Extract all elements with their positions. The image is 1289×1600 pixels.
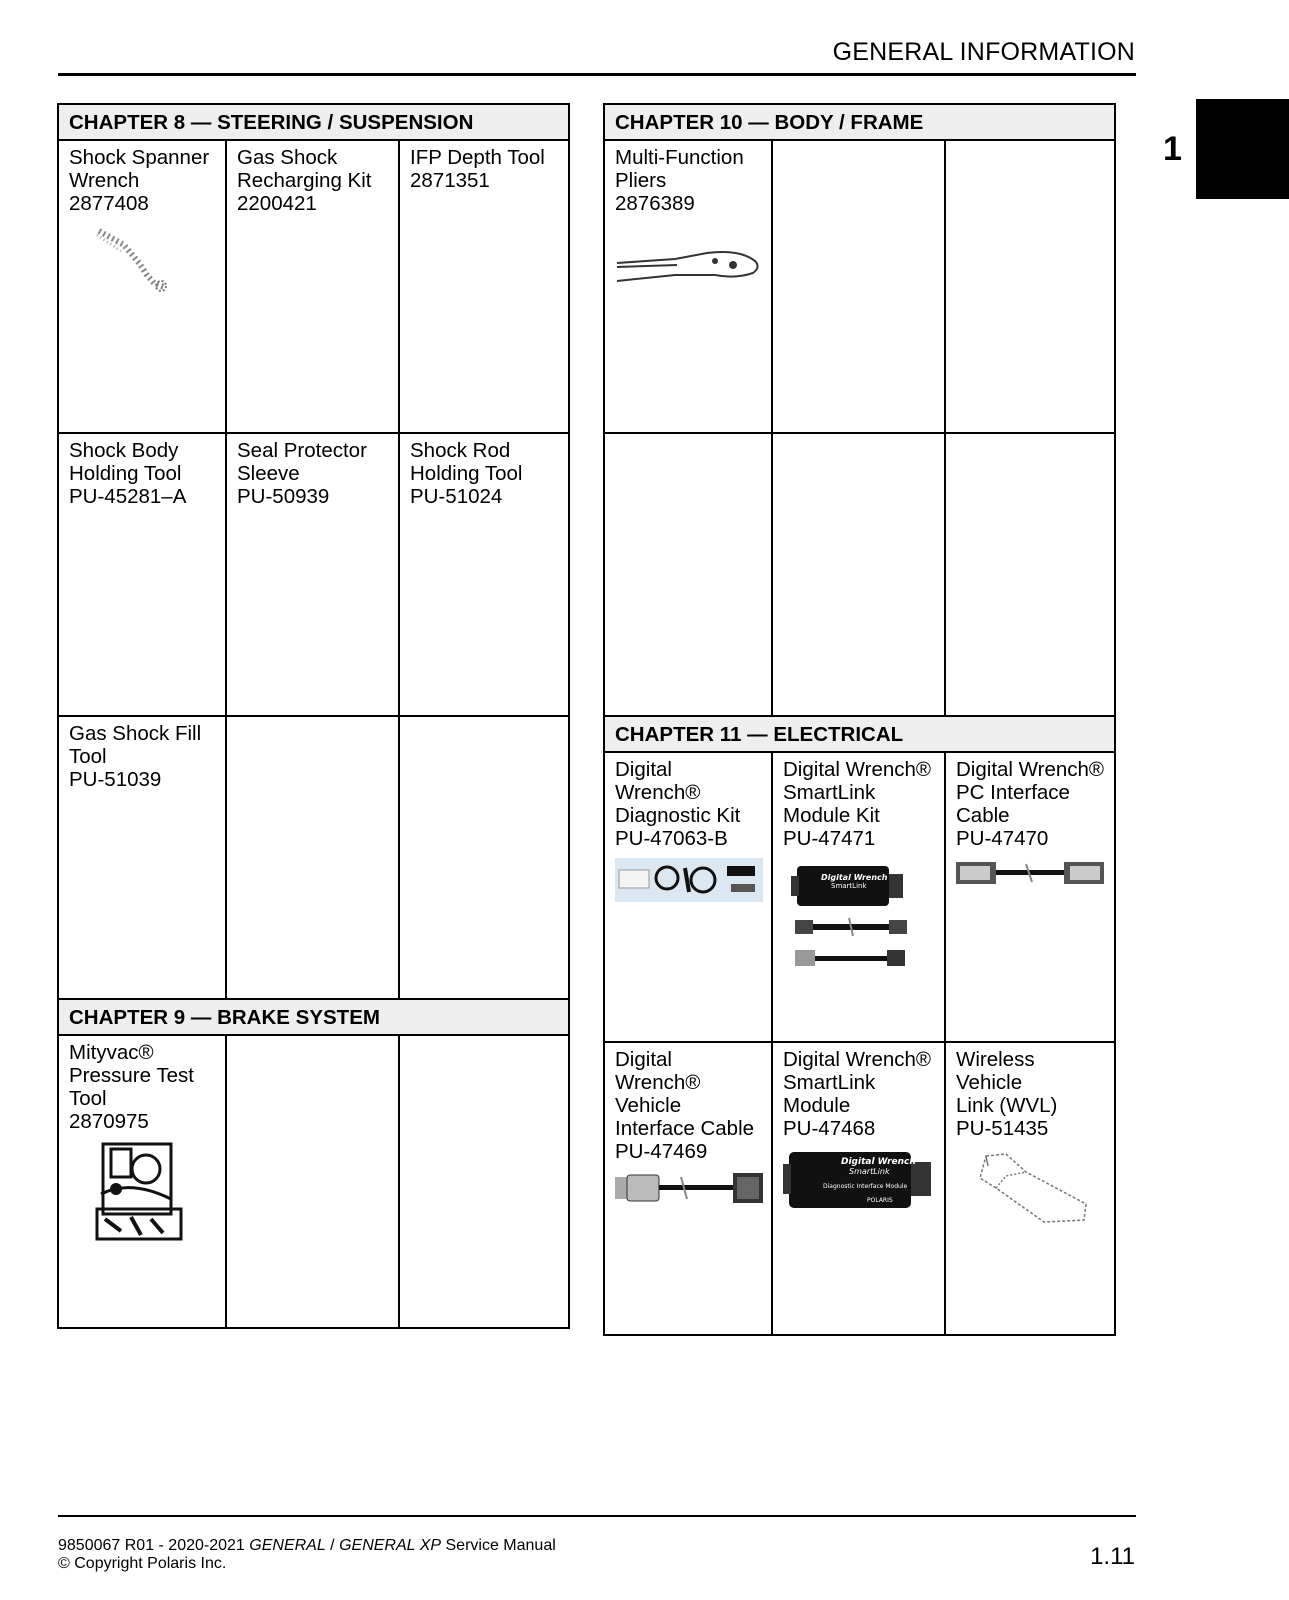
footer-copyright: © Copyright Polaris Inc. (58, 1555, 227, 1572)
empty-cell (226, 716, 399, 999)
tool-part-number: 2200421 (237, 192, 317, 215)
smartlink-module-icon (783, 1148, 933, 1212)
module-label-c: Diagnostic Interface Module (823, 1183, 908, 1190)
module-brand: POLARIS (867, 1197, 893, 1204)
tool-cell (58, 716, 226, 999)
page-number: 1.11 (1090, 1543, 1135, 1570)
tool-part-number: PU-47471 (783, 827, 876, 850)
chapter-10-heading: CHAPTER 10 — BODY / FRAME (604, 104, 1115, 140)
tool-name: Wireless Vehicle Link (WVL) (956, 1048, 1058, 1117)
footer-model-a: GENERAL (249, 1537, 326, 1554)
tool-cell (58, 433, 226, 716)
tool-cell (772, 752, 945, 1042)
tool-part-number: 2877408 (69, 192, 149, 215)
chapter-9-heading: CHAPTER 9 — BRAKE SYSTEM (58, 999, 569, 1035)
tool-cell (604, 752, 772, 1042)
header-rule (58, 73, 1136, 76)
module-label-a: Digital Wrench (841, 1157, 916, 1167)
chapter-tab (1196, 99, 1289, 199)
wvl-device-icon (966, 1148, 1096, 1228)
tool-name: Shock Spanner Wrench (69, 146, 210, 192)
empty-cell (226, 1035, 399, 1328)
empty-cell (945, 140, 1115, 433)
module-label-a: Digital Wrench (821, 873, 888, 882)
tool-cell (58, 1035, 226, 1328)
chapter-8-heading: CHAPTER 8 — STEERING / SUSPENSION (58, 104, 569, 140)
tool-name: Digital Wrench® Vehicle Interface Cable (615, 1048, 755, 1140)
tool-cell (399, 140, 569, 433)
right-tools-table (603, 103, 1116, 1336)
tool-name: Digital Wrench® PC Interface Cable (956, 758, 1105, 827)
tool-part-number: PU-47468 (783, 1117, 876, 1140)
tool-part-number: 2870975 (69, 1110, 149, 1133)
footer-doc-prefix: 9850067 R01 - 2020-2021 (58, 1537, 250, 1554)
tool-cell (226, 433, 399, 716)
tool-cell (604, 1042, 772, 1335)
empty-cell (945, 433, 1115, 716)
chapter-11-heading: CHAPTER 11 — ELECTRICAL (604, 716, 1115, 752)
tool-name: Shock Rod Holding Tool (410, 439, 523, 485)
footer-model-b: GENERAL XP (339, 1537, 442, 1554)
pc-interface-cable-icon (956, 858, 1106, 888)
tool-part-number: PU-45281–A (69, 485, 187, 508)
tool-name: Shock Body Holding Tool (69, 439, 182, 485)
footer-doc-suffix: Service Manual (441, 1537, 556, 1554)
tool-name: IFP Depth Tool (410, 146, 545, 169)
empty-cell (604, 433, 772, 716)
tool-cell (772, 1042, 945, 1335)
tool-name: Gas Shock Recharging Kit (237, 146, 372, 192)
tool-part-number: PU-51024 (410, 485, 503, 508)
tool-cell (226, 140, 399, 433)
empty-cell (399, 1035, 569, 1328)
pliers-icon (615, 245, 761, 295)
empty-cell (772, 433, 945, 716)
tool-name: Digital Wrench® SmartLink Module Kit (783, 758, 932, 827)
tool-cell (399, 433, 569, 716)
footer-rule (58, 1515, 1136, 1517)
tool-cell (58, 140, 226, 433)
empty-cell (772, 140, 945, 433)
footer-separator: / (325, 1537, 340, 1554)
vehicle-interface-cable-icon (615, 1171, 765, 1205)
footer-doc-info (58, 1537, 556, 1573)
tool-name: Seal Protector Sleeve (237, 439, 367, 485)
module-label-b: SmartLink (849, 1167, 890, 1176)
tool-part-number: 2871351 (410, 169, 490, 192)
tool-part-number: PU-51039 (69, 768, 162, 791)
tool-part-number: PU-51435 (956, 1117, 1049, 1140)
tool-cell (945, 1042, 1115, 1335)
tool-part-number: 2876389 (615, 192, 695, 215)
tool-cell (945, 752, 1115, 1042)
tool-name: Gas Shock Fill Tool (69, 722, 202, 768)
tool-part-number: PU-47469 (615, 1140, 708, 1163)
mityvac-kit-icon (91, 1139, 191, 1249)
tool-name: Digital Wrench® SmartLink Module (783, 1048, 932, 1117)
tool-part-number: PU-50939 (237, 485, 330, 508)
tool-part-number: PU-47470 (956, 827, 1049, 850)
spanner-wrench-icon (69, 223, 179, 303)
tool-name: Mityvac® Pressure Test Tool (69, 1041, 194, 1110)
tool-cell (604, 140, 772, 433)
smartlink-module-kit-icon (791, 862, 911, 974)
left-tools-table (57, 103, 570, 1329)
empty-cell (399, 716, 569, 999)
tool-name: Multi-Function Pliers (615, 146, 744, 192)
module-label-b: SmartLink (831, 882, 867, 890)
page-header-title: GENERAL INFORMATION (832, 38, 1135, 66)
tool-part-number: PU-47063-B (615, 827, 728, 850)
diagnostic-kit-icon (615, 858, 763, 902)
tool-name: Digital Wrench® Diagnostic Kit (615, 758, 741, 827)
chapter-tab-number: 1 (1163, 130, 1182, 168)
